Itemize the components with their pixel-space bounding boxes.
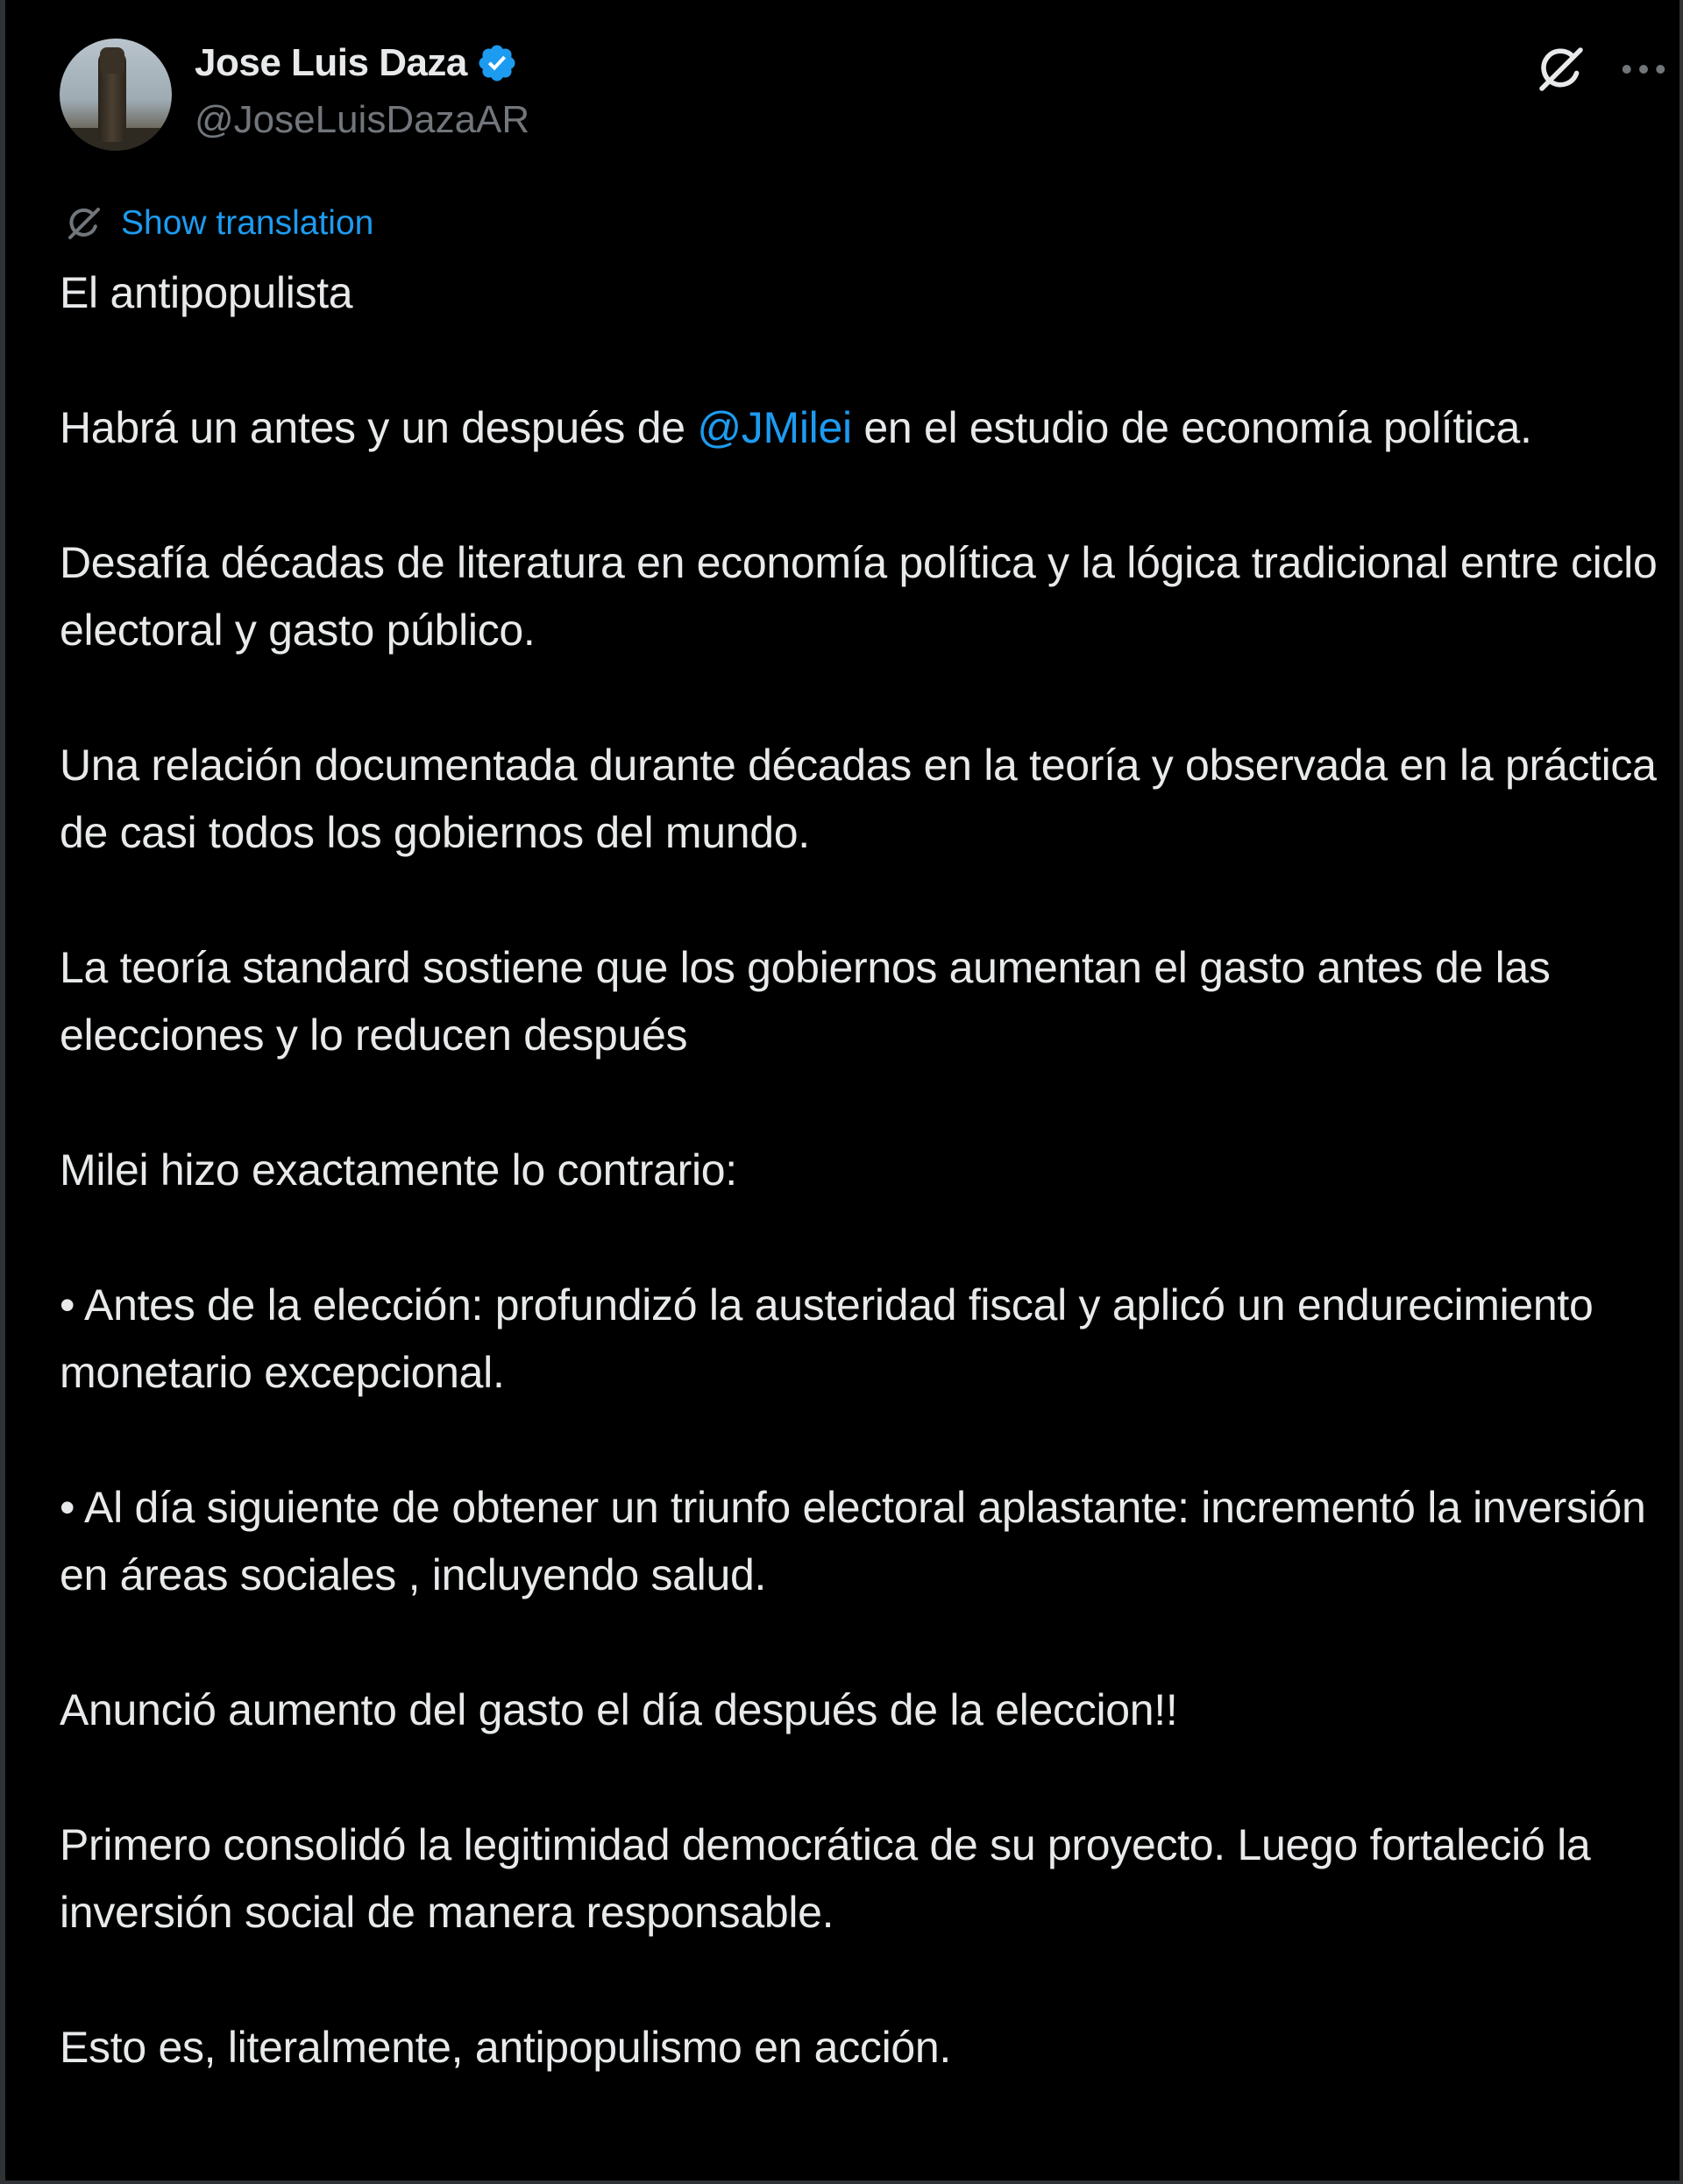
grok-icon[interactable] — [1532, 40, 1590, 98]
tweet-paragraph-4: La teoría standard sostiene que los gobiernos aumentan el gasto antes de las elecciones y lo reducen después — [60, 943, 1551, 1060]
avatar-statue-head — [100, 47, 124, 74]
tweet-paragraph-9: Primero consolidó la legitimidad democrática de su proyecto. Luego fortaleció la inversión social de manera responsable. — [60, 1820, 1591, 1937]
mention-link-jmilei[interactable]: @JMilei — [697, 403, 852, 452]
tweet-bullet-2: • Al día siguiente de obtener un triunfo electoral aplastante: incrementó la inversión en áreas sociales , incluyendo salud. — [60, 1483, 1646, 1599]
tweet-paragraph-10: Esto es, literalmente, antipopulismo en acción. — [60, 2023, 952, 2072]
name-row — [195, 39, 518, 88]
more-horizontal-icon[interactable] — [1615, 40, 1672, 98]
tweet-paragraph-1-before: Habrá un antes y un después de — [60, 403, 698, 452]
tweet-text — [60, 259, 1664, 2149]
tweet-paragraph-8: Anunció aumento del gasto el día después de la eleccion!! — [60, 1685, 1178, 1734]
grok-translate-icon — [63, 202, 105, 245]
tweet-bullet-1: • Antes de la elección: profundizó la austeridad fiscal y aplicó un endurecimiento monetario excepcional. — [60, 1280, 1594, 1397]
show-translation-link[interactable]: Show translation — [121, 204, 374, 242]
tweet-paragraph-5: Milei hizo exactamente lo contrario: — [60, 1145, 737, 1195]
author-display-name[interactable]: Jose Luis Daza — [195, 41, 467, 84]
show-translation-row[interactable] — [63, 200, 373, 247]
tweet-paragraph-1-after: en el estudio de economía política. — [851, 403, 1532, 452]
tweet-paragraph-3: Una relación documentada durante décadas en la teoría y observada en la práctica de casi todos los gobiernos del mundo. — [60, 741, 1657, 857]
tweet-title: El antipopulista — [60, 268, 353, 317]
verified-badge-icon — [476, 42, 518, 84]
tweet-paragraph-2: Desafía décadas de literatura en economía política y la lógica tradicional entre ciclo electoral y gasto público. — [60, 538, 1658, 655]
tweet-header — [60, 35, 1655, 153]
author-handle[interactable]: @JoseLuisDazaAR — [195, 98, 530, 141]
avatar[interactable] — [60, 39, 172, 151]
tweet-paragraph-1 — [60, 394, 1664, 462]
